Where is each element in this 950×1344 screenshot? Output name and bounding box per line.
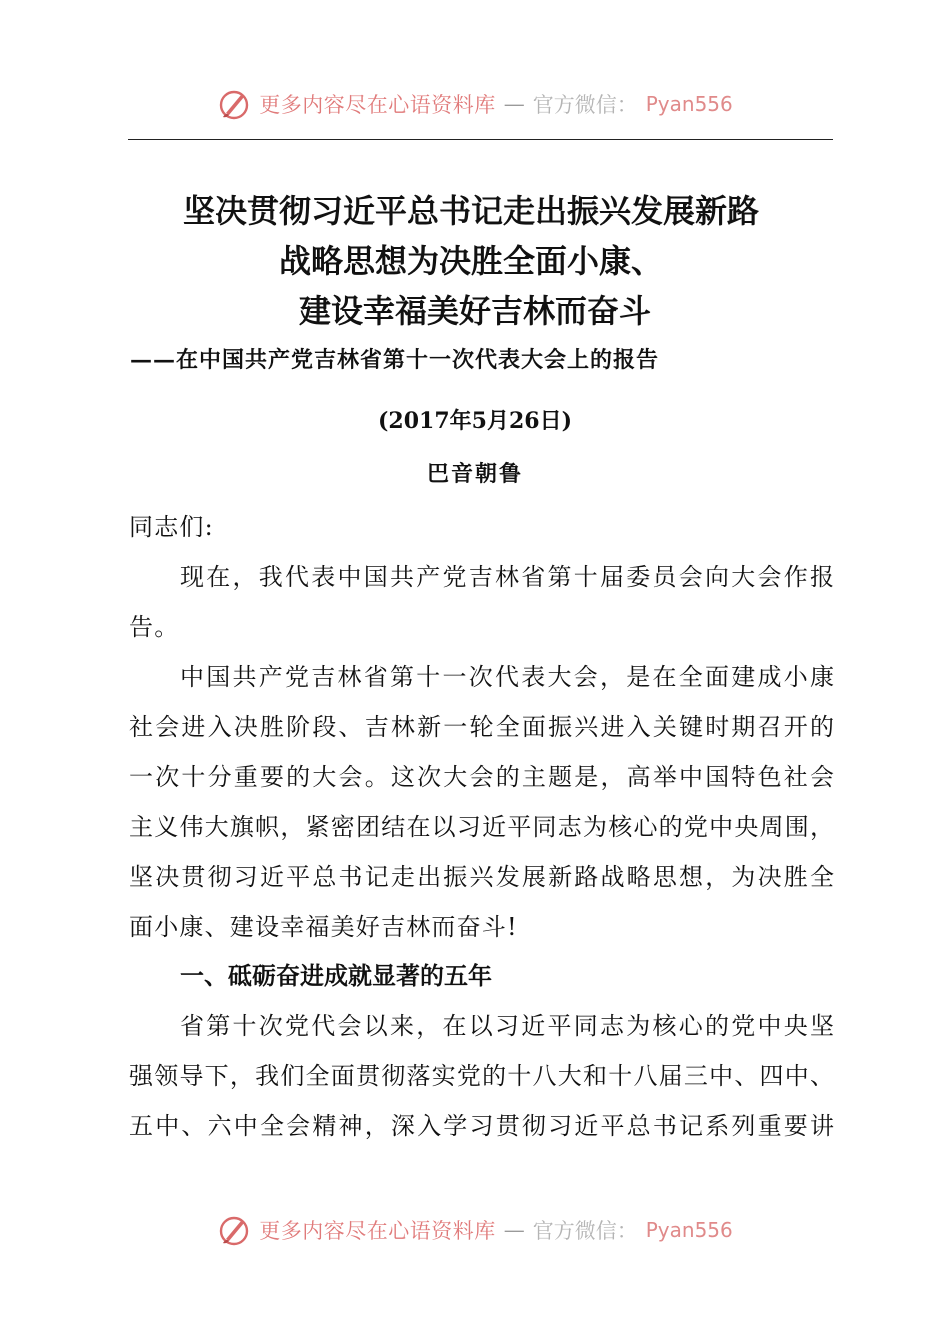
footer-watermark [0, 1208, 950, 1252]
paragraph-2-line-3: 一次十分重要的大会。这次大会的主题是，高举中国特色社会 [129, 763, 834, 791]
document-title-line-3: 建设幸福美好吉林而奋斗 [298, 292, 651, 330]
paragraph-3-line-2: 强领导下，我们全面贯彻落实党的十八大和十八届三中、四中、 [129, 1062, 834, 1090]
paragraph-2-line-2: 社会进入决胜阶段、吉林新一轮全面振兴进入关键时期召开的 [129, 713, 834, 741]
watermark-wechat-id: Pyan556 [645, 92, 733, 116]
paragraph-1-line-2: 告。 [129, 613, 180, 641]
paragraph-2-line-1: 中国共产党吉林省第十一次代表大会，是在全面建成小康 [180, 663, 834, 691]
paragraph-1-line-1: 现在，我代表中国共产党吉林省第十届委员会向大会作报 [180, 563, 834, 591]
watermark-separator: — [503, 1218, 525, 1242]
watermark-separator: — [503, 92, 525, 116]
document-title-line-2: 战略思想为决胜全面小康、 [278, 242, 663, 280]
watermark-wechat-label: 官方微信： [532, 93, 638, 117]
paragraph-3-line-3: 五中、六中全会精神，深入学习贯彻习近平总书记系列重要讲 [129, 1112, 834, 1140]
watermark-wechat-label: 官方微信： [532, 1219, 638, 1243]
paragraph-2-line-6: 面小康、建设幸福美好吉林而奋斗! [129, 913, 518, 941]
paragraph-3-line-1: 省第十次党代会以来，在以习近平同志为核心的党中央坚 [180, 1012, 834, 1040]
brush-logo-icon [217, 1213, 251, 1247]
brush-logo-icon [217, 87, 251, 121]
watermark-text: 更多内容尽在心语资料库 [259, 1219, 496, 1243]
header-watermark [0, 82, 950, 126]
watermark-text: 更多内容尽在心语资料库 [259, 93, 496, 117]
watermark-wechat-id: Pyan556 [645, 1218, 733, 1242]
document-title-line-1: 坚决贯彻习近平总书记走出振兴发展新路 [182, 192, 759, 230]
paragraph-2-line-5: 坚决贯彻习近平总书记走出振兴发展新路战略思想，为决胜全 [129, 863, 834, 891]
salutation: 同志们: [129, 513, 214, 541]
document-subtitle: ——在中国共产党吉林省第十一次代表大会上的报告 [130, 347, 660, 373]
paragraph-2-line-4: 主义伟大旗帜，紧密团结在以习近平同志为核心的党中央周围， [129, 813, 834, 841]
section-heading-1: 一、砥砺奋进成就显著的五年 [180, 962, 492, 990]
document-author: 巴音朝鲁 [426, 461, 523, 487]
header-divider [128, 139, 833, 140]
document-date: (2017年5月26日) [378, 408, 572, 434]
